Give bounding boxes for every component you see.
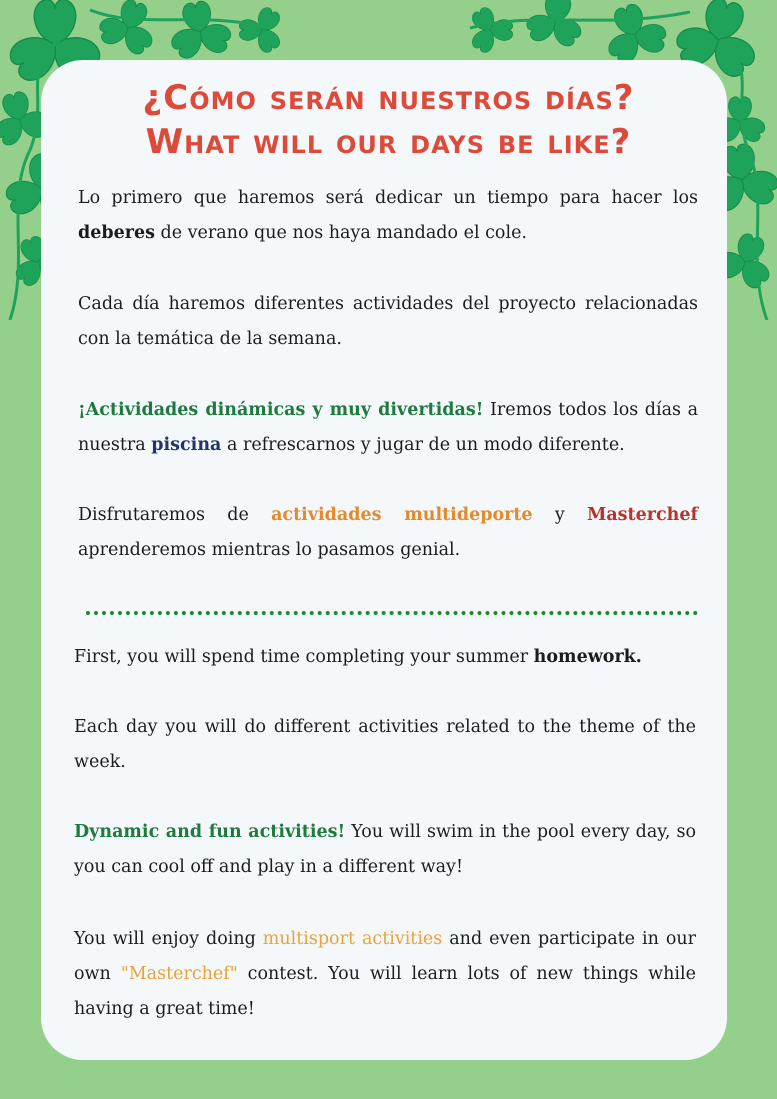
english-paragraph-1: First, you will spend time completing your summer homework. (74, 647, 642, 667)
masterchef-highlight: "Masterchef" (120, 964, 238, 984)
shamrock-icon (162, 0, 237, 64)
english-paragraph-3: Dynamic and fun activities! You will swim in the pool every day, so you can cool off and play in a different way! (74, 822, 696, 877)
english-paragraph-2: Each day you will do different activities related to the theme of the week. (74, 717, 696, 772)
masterchef-highlight: Masterchef (586, 505, 698, 525)
activities-highlight: Dynamic and fun activities! (74, 822, 346, 842)
title-spanish: ¿Cómo serán nuestros días? (142, 78, 635, 118)
title-english: What will our days be like? (145, 122, 632, 162)
shamrock-icon (521, 0, 590, 52)
homework-bold: homework. (533, 647, 642, 667)
shamrock-icon (230, 0, 294, 60)
homework-bold: deberes (78, 223, 155, 243)
shamrock-icon (457, 0, 521, 60)
pool-highlight: piscina (151, 435, 222, 455)
activities-highlight: ¡Actividades dinámicas y muy divertidas! (78, 400, 484, 420)
multisport-highlight: multisport activities (262, 929, 443, 949)
multisport-highlight: actividades multideporte (271, 505, 533, 525)
shamrock-icon (91, 0, 166, 62)
spanish-paragraph-3: ¡Actividades dinámicas y muy divertidas! Iremos todos los días a nuestra piscina a refrescarnos y jugar de un modo diferente. (78, 400, 698, 455)
spanish-paragraph-1: Lo primero que haremos será dedicar un tiempo para hacer los deberes de verano que nos haya mandado el cole. (78, 188, 698, 243)
dotted-divider (86, 611, 698, 615)
english-paragraph-4: You will enjoy doing multisport activities and even participate in our own "Masterchef" contest. You will learn lots of new things while having a great time! (74, 929, 696, 1019)
spanish-paragraph-4: Disfrutaremos de actividades multideporte y Masterchef aprenderemos mientras lo pasamos genial. (78, 505, 698, 560)
spanish-paragraph-2: Cada día haremos diferentes actividades del proyecto relacionadas con la temática de la semana. (78, 294, 698, 349)
